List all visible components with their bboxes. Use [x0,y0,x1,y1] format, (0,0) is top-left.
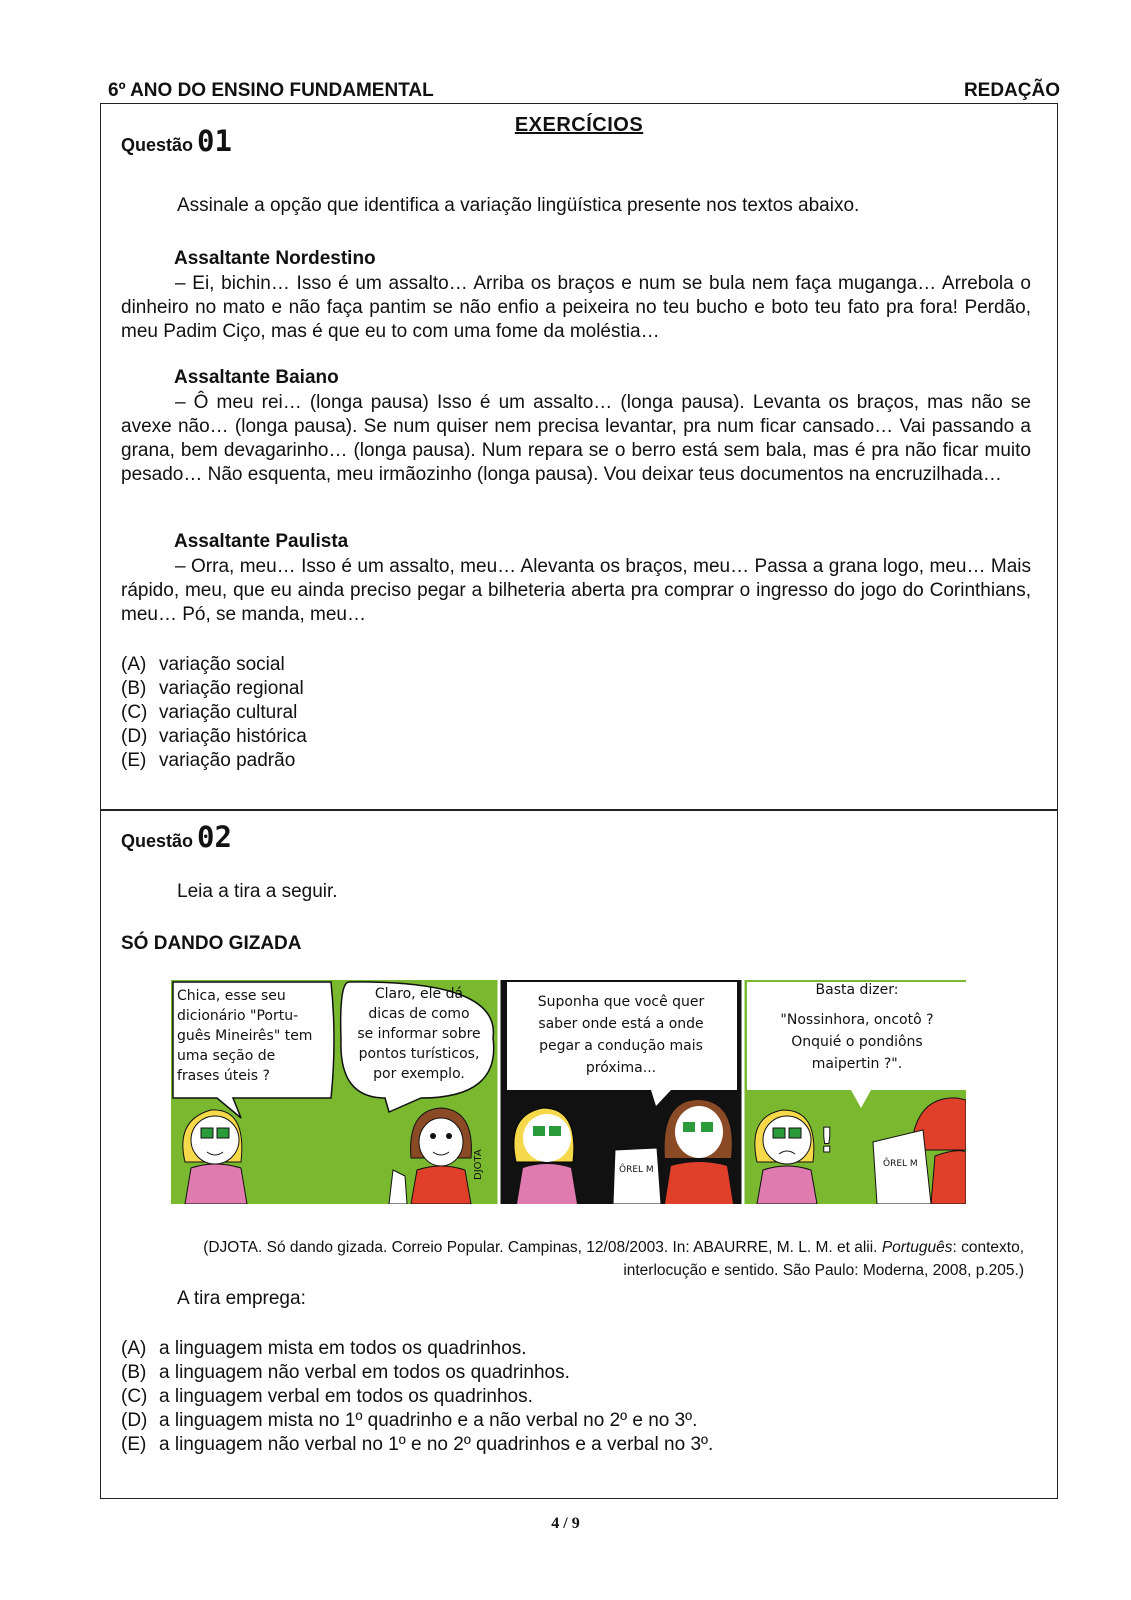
option-e[interactable]: (E) variação padrão [121,750,296,771]
bubble-1-line: guês Mineirês" tem [177,1028,313,1044]
bubble-2-line: pontos turísticos, [358,1046,480,1062]
bubble-2-line: por exemplo. [373,1066,465,1082]
question-number: 01 [197,124,232,158]
option-d[interactable]: (D) variação histórica [121,726,307,747]
question-02-label: Questão 02 [121,820,232,854]
bubble-2-line: se informar sobre [357,1026,481,1042]
option-a[interactable]: (A) variação social [121,654,285,675]
text-body-nordestino: – Ei, bichin… Isso é um assalto… Arriba os braços e num se bula nem faça muganga… Arrebola o dinheiro no mato e não faça pantim se não enfio a peixeira no teu bucho e boto teu fato pra fora! Perdão, meu Padim Ciço, mas é que eu to com uma fome da moléstia… [121,273,1031,342]
book-label: ÔREL M [883,1159,918,1169]
subject-label: REDAÇÃO [963,80,1060,101]
question-02-options [121,1337,713,1457]
option-b[interactable]: (B) variação regional [121,678,304,699]
bubble-3-line: Suponha que você quer [537,994,705,1010]
text-title-nordestino: Assaltante Nordestino [174,248,376,269]
comic-strip [171,980,966,1204]
question-01-options [121,653,307,773]
bubble-3-line: próxima... [585,1060,657,1076]
bubble-3-line: pegar a condução mais [539,1038,703,1054]
option-c[interactable]: (C) a linguagem verbal em todos os quadrinhos. [121,1386,533,1407]
bubble-1-line: dicionário "Portu- [177,1008,299,1024]
bubble-4-line: maipertin ?". [811,1056,903,1072]
page-header [108,80,1060,102]
citation-line-1: (DJOTA. Só dando gizada. Correio Popular. Campinas, 12/08/2003. In: ABAURRE, M. L. M. et alii. Português: contexto, [203,1239,1024,1256]
grade-label: 6º ANO DO ENSINO FUNDAMENTAL [108,80,434,101]
question-02-stem: A tira emprega: [177,1288,306,1309]
option-d[interactable]: (D) a linguagem mista no 1º quadrinho e a não verbal no 2º e no 3º. [121,1410,698,1431]
character-chica-panel-1 [183,1110,247,1204]
option-a[interactable]: (A) a linguagem mista em todos os quadrinhos. [121,1338,527,1359]
question-01-label: Questão 01 [121,124,232,158]
question-02-box [100,809,1058,1499]
bubble-1-line: Chica, esse seu [177,988,286,1004]
bubble-3-line: saber onde está a onde [538,1016,704,1032]
bubble-4-line: "Nossinhora, oncotô ? [780,1012,934,1028]
strip-citation [131,1236,1024,1282]
bubble-4-line: Basta dizer: [815,982,899,998]
option-b[interactable]: (B) a linguagem não verbal em todos os quadrinhos. [121,1362,570,1383]
text-body-paulista: – Orra, meu… Isso é um assalto, meu… Alevanta os braços, meu… Passa a grana logo, meu… Mais rápido, meu, que eu ainda preciso pegar a bilheteria aberta pra comprar o ingresso do jogo do Corinthians, meu… Pó, se manda, meu… [121,556,1031,625]
option-e[interactable]: (E) a linguagem não verbal no 1º e no 2º quadrinhos e a verbal no 3º. [121,1434,714,1455]
bubble-2-line: Claro, ele dá [374,986,464,1002]
option-c[interactable]: (C) variação cultural [121,702,298,723]
character-chica-panel-2 [514,1108,577,1204]
text-title-baiano: Assaltante Baiano [174,367,339,388]
text-title-paulista: Assaltante Paulista [174,531,349,552]
question-01-prompt: Assinale a opção que identifica a variação lingüística presente nos textos abaixo. [177,195,860,216]
artist-signature: DJOTA [473,1149,484,1180]
strip-title: SÓ DANDO GIZADA [121,933,302,954]
bubble-1-line: frases úteis ? [177,1068,270,1084]
question-01-box [100,103,1058,811]
section-title: EXERCÍCIOS [514,114,644,136]
text-body-baiano: – Ô meu rei… (longa pausa) Isso é um assalto… (longa pausa). Levanta os braços, mas não se avexe não… (longa pausa). Se num quiser nem precisa levantar, pra num ficar cansado… Vai passando a grana, bem devagarinho… (longa pausa). Num repara se o berro está sem bala, mas é pra não ficar muito pesado… Não esquenta, meu irmãozinho (longa pausa). Vou deixar teus documentos na encruzilhada… [121,392,1031,485]
exclamation-mark: ! [819,1121,835,1161]
bubble-2-line: dicas de como [368,1006,470,1022]
book-label: ÔREL M [619,1165,654,1175]
citation-line-2: interlocução e sentido. São Paulo: Moderna, 2008, p.205.) [623,1262,1024,1279]
bubble-4-line: Onquié o pondiôns [791,1034,923,1050]
bubble-1-line: uma seção de [177,1048,276,1064]
page-number: 4 / 9 [551,1515,580,1532]
question-02-prompt: Leia a tira a seguir. [177,881,338,902]
question-number: 02 [197,820,232,854]
